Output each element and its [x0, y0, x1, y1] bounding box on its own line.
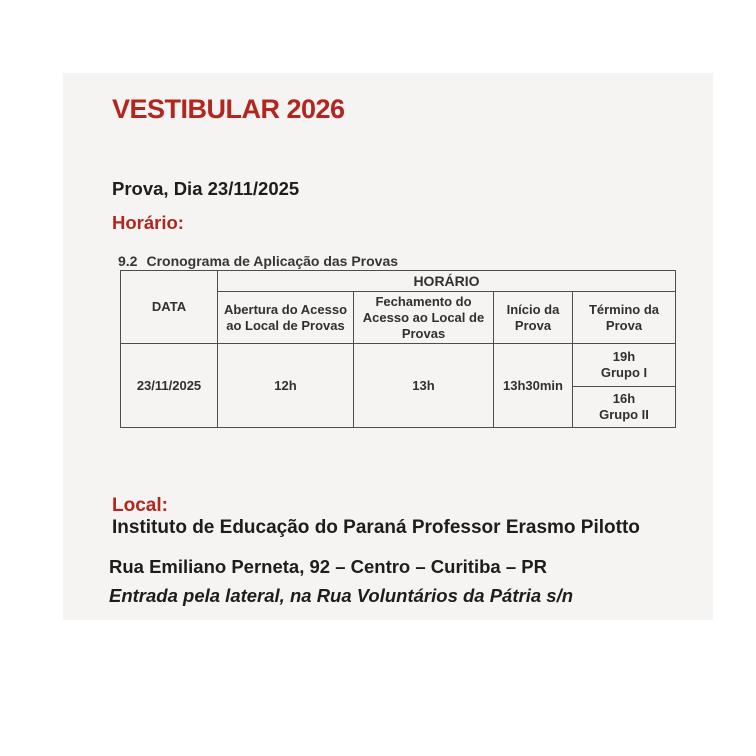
header-data: DATA [121, 271, 218, 344]
address-line: Rua Emiliano Perneta, 92 – Centro – Curitiba – PR [109, 556, 547, 577]
cell-date: 23/11/2025 [121, 344, 218, 428]
termino-grupo2-label: Grupo II [599, 407, 649, 422]
cell-fechamento: 13h [354, 344, 494, 428]
cell-abertura: 12h [218, 344, 354, 428]
header-abertura: Abertura do Acesso ao Local de Provas [218, 292, 354, 344]
entrance-note: Entrada pela lateral, na Rua Voluntários da Pátria s/n [109, 585, 574, 606]
schedule-label: Horário: [112, 212, 184, 233]
institution-name: Instituto de Educação do Paraná Professor Erasmo Pilotto [112, 517, 640, 538]
address-block [109, 552, 573, 610]
cell-inicio: 13h30min [494, 344, 573, 428]
header-termino: Término da Prova [573, 292, 676, 344]
header-inicio: Início da Prova [494, 292, 573, 344]
schedule-table [120, 270, 676, 428]
header-fechamento: Fechamento do Acesso ao Local de Provas [354, 292, 494, 344]
termino-grupo2-time: 16h [612, 391, 636, 406]
header-horario: HORÁRIO [218, 271, 676, 292]
page-title: VESTIBULAR 2026 [112, 94, 345, 124]
table-caption [118, 253, 398, 269]
termino-grupo1-time: 19h [612, 349, 636, 364]
content-panel [63, 73, 713, 620]
location-label: Local: [112, 495, 168, 516]
termino-grupo1-label: Grupo I [600, 365, 648, 380]
exam-date-line: Prova, Dia 23/11/2025 [112, 178, 300, 199]
cell-termino-grupo1 [573, 344, 676, 387]
table-caption-number: 9.2 [118, 253, 138, 269]
cell-termino-grupo2 [573, 387, 676, 428]
table-caption-text: Cronograma de Aplicação das Provas [146, 253, 399, 269]
